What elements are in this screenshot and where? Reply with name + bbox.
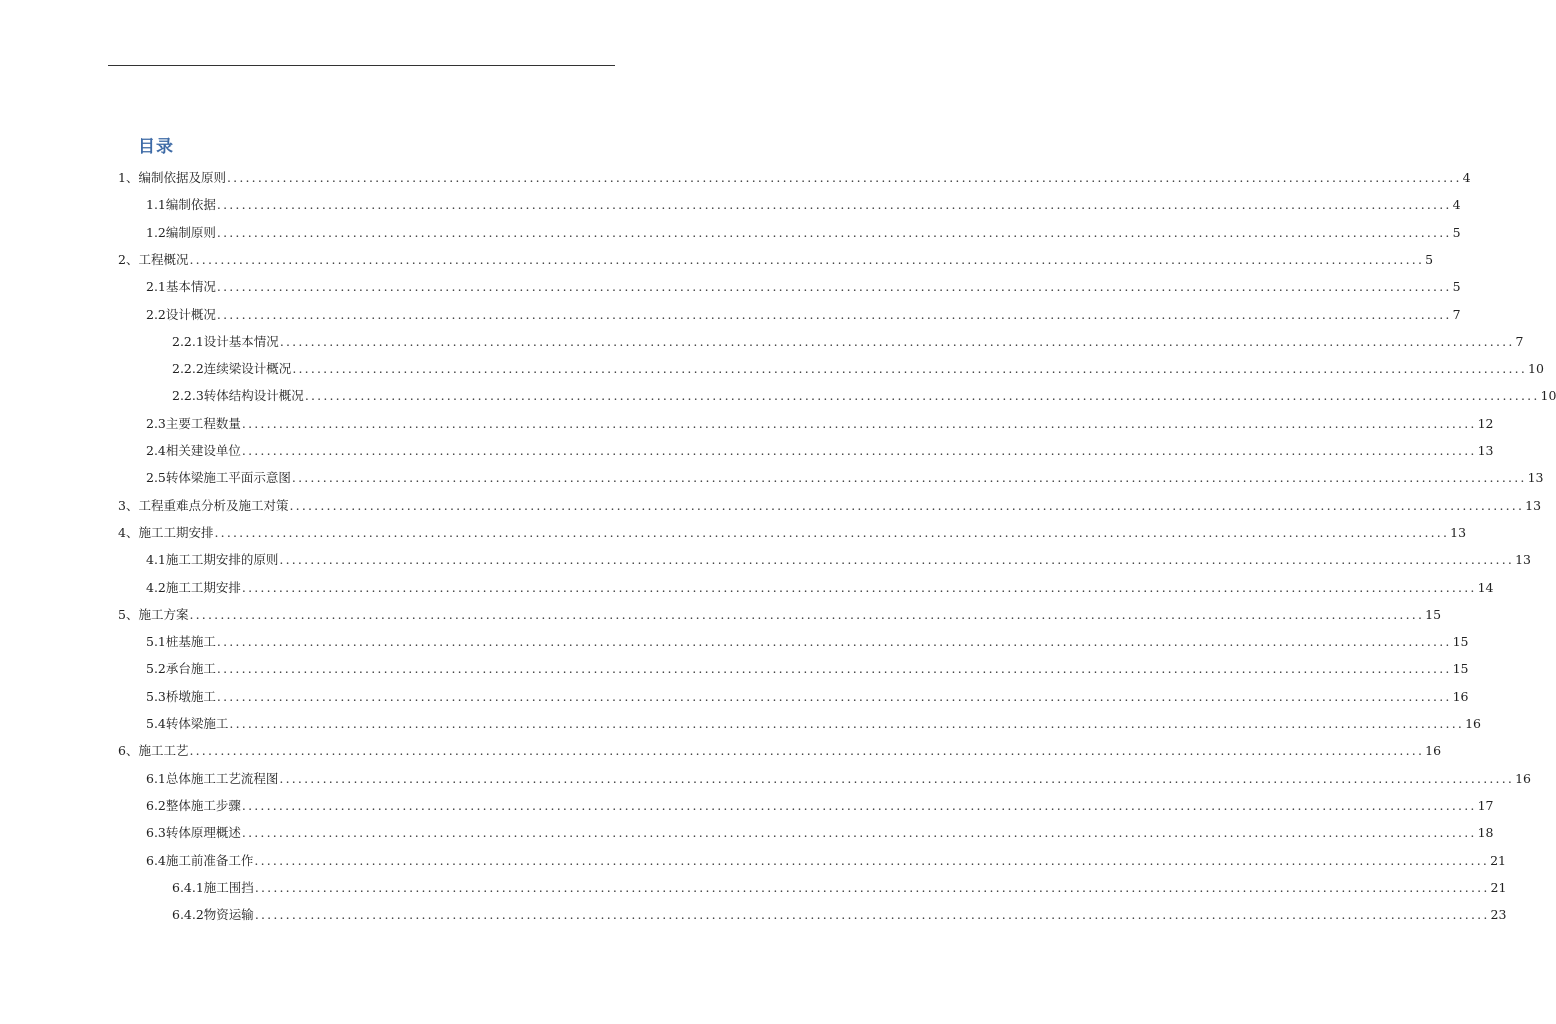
- toc-entry-label: 2、工程概况: [118, 251, 189, 267]
- toc-entry-page: 21: [1490, 879, 1507, 895]
- toc-entry-page: 17: [1477, 797, 1494, 813]
- toc-entry-label: 2.4相关建设单位: [146, 443, 241, 458]
- toc-dot-leader: ........................................................................................................................................................................................................: [279, 770, 1515, 786]
- toc-entry[interactable]: [146, 823, 1494, 843]
- toc-entry-label: 6.4.1施工围挡: [172, 879, 254, 895]
- toc-dot-leader: ........................................................................................................................................................................................................: [279, 333, 1515, 349]
- toc-entry-label: 1、编制依据及原则: [118, 170, 226, 185]
- toc-dot-leader: ........................................................................................................................................................................................................: [279, 552, 1515, 568]
- toc-entry-page: 5: [1452, 224, 1461, 240]
- toc-entry[interactable]: [172, 386, 1556, 406]
- toc-entry[interactable]: [172, 878, 1507, 898]
- toc-entry-page: 13: [1515, 552, 1531, 568]
- toc-entry-page: 12: [1477, 415, 1494, 431]
- toc-dot-leader: ........................................................................................................................................................................................................: [241, 825, 1477, 841]
- toc-entry-label: 2.5转体梁施工平面示意图: [146, 470, 291, 486]
- toc-dot-leader: ........................................................................................................................................................................................................: [216, 661, 1452, 677]
- toc-entry-page: 16: [1425, 743, 1442, 759]
- toc-entry-label: 2.2设计概况: [146, 306, 216, 322]
- toc-entry-label: 5.4转体梁施工: [146, 716, 229, 731]
- toc-entry-page: 23: [1490, 907, 1507, 923]
- toc-dot-leader: ........................................................................................................................................................................................................: [216, 279, 1452, 295]
- toc-dot-leader: ........................................................................................................................................................................................................: [304, 388, 1540, 404]
- toc-dot-leader: ........................................................................................................................................................................................................: [216, 306, 1452, 322]
- toc-dot-leader: ........................................................................................................................................................................................................: [289, 497, 1525, 513]
- toc-entry-label: 5.1桩基施工: [146, 634, 216, 650]
- toc-entry-label: 2.2.2连续梁设计概况: [172, 361, 292, 377]
- toc-entry-page: 13: [1450, 524, 1467, 540]
- toc-entry-page: 13: [1525, 497, 1542, 513]
- toc-entry-label: 1.2编制原则: [146, 224, 216, 240]
- toc-dot-leader: ........................................................................................................................................................................................................: [241, 579, 1477, 595]
- toc-entry-page: 15: [1452, 661, 1469, 677]
- toc-entry[interactable]: [118, 250, 1434, 270]
- toc-dot-leader: ........................................................................................................................................................................................................: [189, 743, 1425, 759]
- toc-entry[interactable]: [146, 305, 1461, 325]
- toc-entry[interactable]: [172, 905, 1507, 925]
- toc-dot-leader: ........................................................................................................................................................................................................: [254, 907, 1490, 923]
- toc-dot-leader: ........................................................................................................................................................................................................: [226, 170, 1462, 185]
- toc-entry-label: 2.1基本情况: [146, 279, 216, 295]
- toc-dot-leader: ........................................................................................................................................................................................................: [216, 634, 1452, 650]
- toc-entry[interactable]: [146, 441, 1494, 461]
- toc-entry-label: 5.3桥墩施工: [146, 688, 216, 704]
- toc-entry-label: 4.1施工工期安排的原则: [146, 552, 279, 568]
- toc-entry[interactable]: [146, 223, 1461, 243]
- toc-entry-page: 5: [1425, 251, 1434, 267]
- toc-entry[interactable]: [118, 496, 1542, 516]
- toc-entry-page: 16: [1452, 688, 1469, 704]
- toc-entry[interactable]: [118, 741, 1442, 761]
- toc-entry-label: 6.4.2物资运输: [172, 907, 254, 923]
- toc-entry[interactable]: [118, 605, 1442, 625]
- toc-dot-leader: ........................................................................................................................................................................................................: [216, 688, 1452, 704]
- toc-entry-page: 15: [1452, 634, 1469, 650]
- toc-entry-label: 6、施工工艺: [118, 743, 189, 759]
- toc-dot-leader: ........................................................................................................................................................................................................: [214, 524, 1450, 540]
- toc-entry[interactable]: [172, 359, 1544, 379]
- toc-entry[interactable]: [146, 632, 1469, 652]
- toc-entry-page: 18: [1477, 825, 1494, 841]
- toc-entry-page: 21: [1490, 852, 1506, 868]
- header-rule: [108, 65, 615, 66]
- toc-entry[interactable]: [146, 851, 1506, 871]
- toc-entry-label: 5.2承台施工: [146, 661, 216, 677]
- toc-entry-page: 4: [1452, 197, 1461, 213]
- toc-entry[interactable]: [146, 468, 1544, 488]
- toc-dot-leader: ........................................................................................................................................................................................................: [189, 251, 1425, 267]
- toc-entry-label: 6.4施工前准备工作: [146, 852, 254, 868]
- toc-entry-page: 10: [1540, 388, 1556, 404]
- toc-dot-leader: ........................................................................................................................................................................................................: [229, 716, 1465, 731]
- toc-dot-leader: ........................................................................................................................................................................................................: [241, 443, 1477, 458]
- toc-entry[interactable]: [172, 332, 1524, 352]
- toc-title: 目录: [138, 137, 174, 157]
- toc-entry-label: 2.3主要工程数量: [146, 415, 241, 431]
- toc-entry-page: 4: [1462, 170, 1471, 185]
- toc-entry-page: 16: [1465, 716, 1481, 731]
- toc-entry-page: 14: [1477, 579, 1494, 595]
- toc-dot-leader: ........................................................................................................................................................................................................: [254, 879, 1490, 895]
- toc-entry-label: 4.2施工工期安排: [146, 579, 241, 595]
- toc-dot-leader: ........................................................................................................................................................................................................: [241, 797, 1477, 813]
- toc-dot-leader: ........................................................................................................................................................................................................: [216, 224, 1452, 240]
- toc-entry-label: 1.1编制依据: [146, 197, 216, 213]
- toc-entry[interactable]: [146, 796, 1494, 816]
- toc-dot-leader: ........................................................................................................................................................................................................: [241, 415, 1477, 431]
- toc-entry-label: 5、施工方案: [118, 606, 189, 622]
- toc-entry-label: 2.2.3转体结构设计概况: [172, 388, 304, 404]
- toc-entry-label: 6.3转体原理概述: [146, 825, 241, 841]
- toc-entry-page: 16: [1515, 770, 1531, 786]
- toc-entry[interactable]: [146, 578, 1494, 598]
- toc-entry-page: 7: [1515, 333, 1524, 349]
- toc-entry-page: 5: [1452, 279, 1461, 295]
- toc-entry-page: 10: [1528, 361, 1544, 377]
- toc-entry[interactable]: [118, 168, 1471, 188]
- toc-entry-label: 2.2.1设计基本情况: [172, 333, 279, 349]
- toc-entry[interactable]: [146, 277, 1461, 297]
- toc-entry[interactable]: [146, 687, 1469, 707]
- toc-dot-leader: ........................................................................................................................................................................................................: [291, 470, 1527, 486]
- toc-dot-leader: ........................................................................................................................................................................................................: [216, 197, 1452, 213]
- toc-entry[interactable]: [146, 195, 1461, 215]
- toc-entry[interactable]: [146, 714, 1481, 734]
- toc-entry[interactable]: [146, 659, 1469, 679]
- toc-entry-page: 7: [1452, 306, 1461, 322]
- toc-entry-label: 6.1总体施工工艺流程图: [146, 770, 279, 786]
- toc-entry-page: 13: [1477, 443, 1494, 458]
- toc-dot-leader: ........................................................................................................................................................................................................: [292, 361, 1527, 377]
- toc-entry[interactable]: [146, 414, 1494, 434]
- toc-entry-label: 4、施工工期安排: [118, 524, 214, 540]
- toc-entry-page: 13: [1527, 470, 1544, 486]
- toc-entry-label: 6.2整体施工步骤: [146, 797, 241, 813]
- toc-dot-leader: ........................................................................................................................................................................................................: [254, 852, 1490, 868]
- toc-entry-label: 3、工程重难点分析及施工对策: [118, 497, 289, 513]
- toc-dot-leader: ........................................................................................................................................................................................................: [189, 606, 1425, 622]
- toc-entry[interactable]: [146, 550, 1531, 570]
- toc-entry[interactable]: [146, 769, 1531, 789]
- toc-entry[interactable]: [118, 523, 1467, 543]
- toc-entry-page: 15: [1425, 606, 1442, 622]
